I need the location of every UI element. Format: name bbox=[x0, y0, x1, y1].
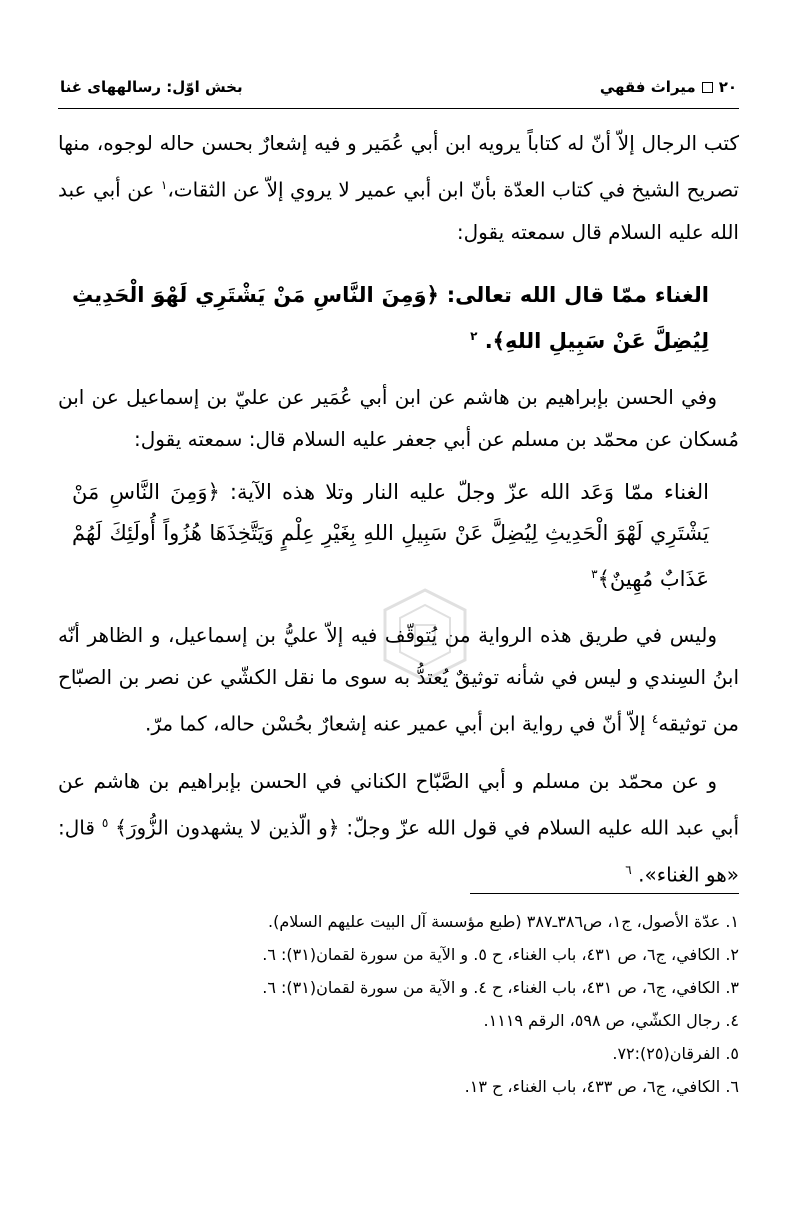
footnote-ref-4: ٤ bbox=[651, 711, 659, 726]
footnote-2: ٢. الكافي، ج٦، ص ٤٣١، باب الغناء، ح ٥. و الآية من سورة لقمان(٣١): ٦. bbox=[262, 945, 739, 964]
footnote-ref-3: ٣ bbox=[591, 566, 598, 581]
page-header bbox=[60, 70, 737, 104]
paragraph-3: وليس في طريق هذه الرواية من يُتوقّف فيه إلاّ عليُّ بن إسماعيل، و الظاهر أنّه ابنُ السِندي و ليس في شأنه توثيقٌ يُعتدُّ به سوى ما نقل الكشّي عن نصر بن الصبّاح من توثيقه$^٤$ إلاّ أنّ في رواية ابن أبي عمير عنه إشعارٌ بحُسْن حاله، كما مرّ. bbox=[58, 622, 739, 736]
section-title: بخش اوّل: رسالههای غنا bbox=[60, 78, 243, 96]
footnote-1: ١. عدّة الأصول، ج١، ص٣٨٦ـ٣٨٧ (طبع مؤسسة آل البيت عليهم السلام). bbox=[267, 912, 739, 931]
square-icon bbox=[702, 82, 713, 93]
footnote-ref-1: ١ bbox=[160, 178, 168, 192]
paragraph-4: و عن محمّد بن مسلم و أبي الصَّبّاح الكناني في الحسن بإبراهيم بن هاشم عن أبي عبد الله عليه السلام في قول الله عزّ وجلّ: ﴿و الّذين لا يشهدون الزُّورَ﴾ $^٥$ قال: «هو الغناء». $^٦$ bbox=[58, 769, 740, 887]
main-text bbox=[58, 122, 739, 896]
footnote-6: ٦. الكافي، ج٦، ص ٤٣٣، باب الغناء، ح ١٣. bbox=[464, 1077, 739, 1096]
book-title: ميراث فقهي bbox=[599, 78, 696, 96]
footnote-5: ٥. الفرقان(٢٥):٧٢. bbox=[612, 1044, 739, 1063]
paragraph-2: وفي الحسن بإبراهيم بن هاشم عن ابن أبي عُمَير عن عليّ بن إسماعيل عن ابن مُسكان عن محمّد بن مسلم عن أبي جعفر عليه السلام قال: سمعته يقول: bbox=[58, 384, 739, 451]
footnote-4: ٤. رجال الكشّي، ص ٥٩٨، الرقم ١١١٩. bbox=[483, 1011, 739, 1030]
footnote-ref-5: ٥ bbox=[101, 816, 109, 831]
quote-2: الغناء ممّا وَعَد الله عزّ وجلّ عليه النار وتلا هذه الآية: ﴿وَمِنَ النَّاسِ مَنْ يَشْتَرِي لَهْوَ الْحَدِيثِ لِيُضِلَّ عَنْ سَبِيلِ اللهِ بِغَيْرِ عِلْمٍ وَيَتَّخِذَهَا هُزُواً أُولَئِكَ لَهُمْ عَذَابٌ مُهِينٌ﴾$^٣$ bbox=[72, 479, 709, 591]
footnote-ref-2: ٢ bbox=[470, 328, 478, 343]
header-divider bbox=[58, 108, 739, 109]
footnote-divider bbox=[470, 893, 739, 894]
paragraph-1: كتب الرجال إلاّ أنّ له كتاباً يرويه ابن أبي عُمَير و فيه إشعارٌ بحسن حاله لوجوه، منها تصريح الشيخ في كتاب العدّة بأنّ ابن أبي عمير لا يروي إلاّ عن الثقات،$^١$ عن أبي عبد الله عليه السلام قال سمعته يقول: bbox=[58, 131, 740, 244]
header-page-info bbox=[600, 78, 737, 96]
footnote-ref-6: ٦ bbox=[625, 862, 632, 877]
footnotes bbox=[58, 905, 739, 1103]
quote-1: الغناء ممّا قال الله تعالى: ﴿وَمِنَ النَّاسِ مَنْ يَشْتَرِي لَهْوَ الْحَدِيثِ لِيُضِلَّ عَنْ سَبِيلِ اللهِ﴾. $^٢$ bbox=[72, 282, 709, 353]
footnote-3: ٣. الكافي، ج٦، ص ٤٣١، باب الغناء، ح ٤. و الآية من سورة لقمان(٣١): ٦. bbox=[262, 978, 739, 997]
page-number: ٢٠ bbox=[718, 78, 737, 96]
